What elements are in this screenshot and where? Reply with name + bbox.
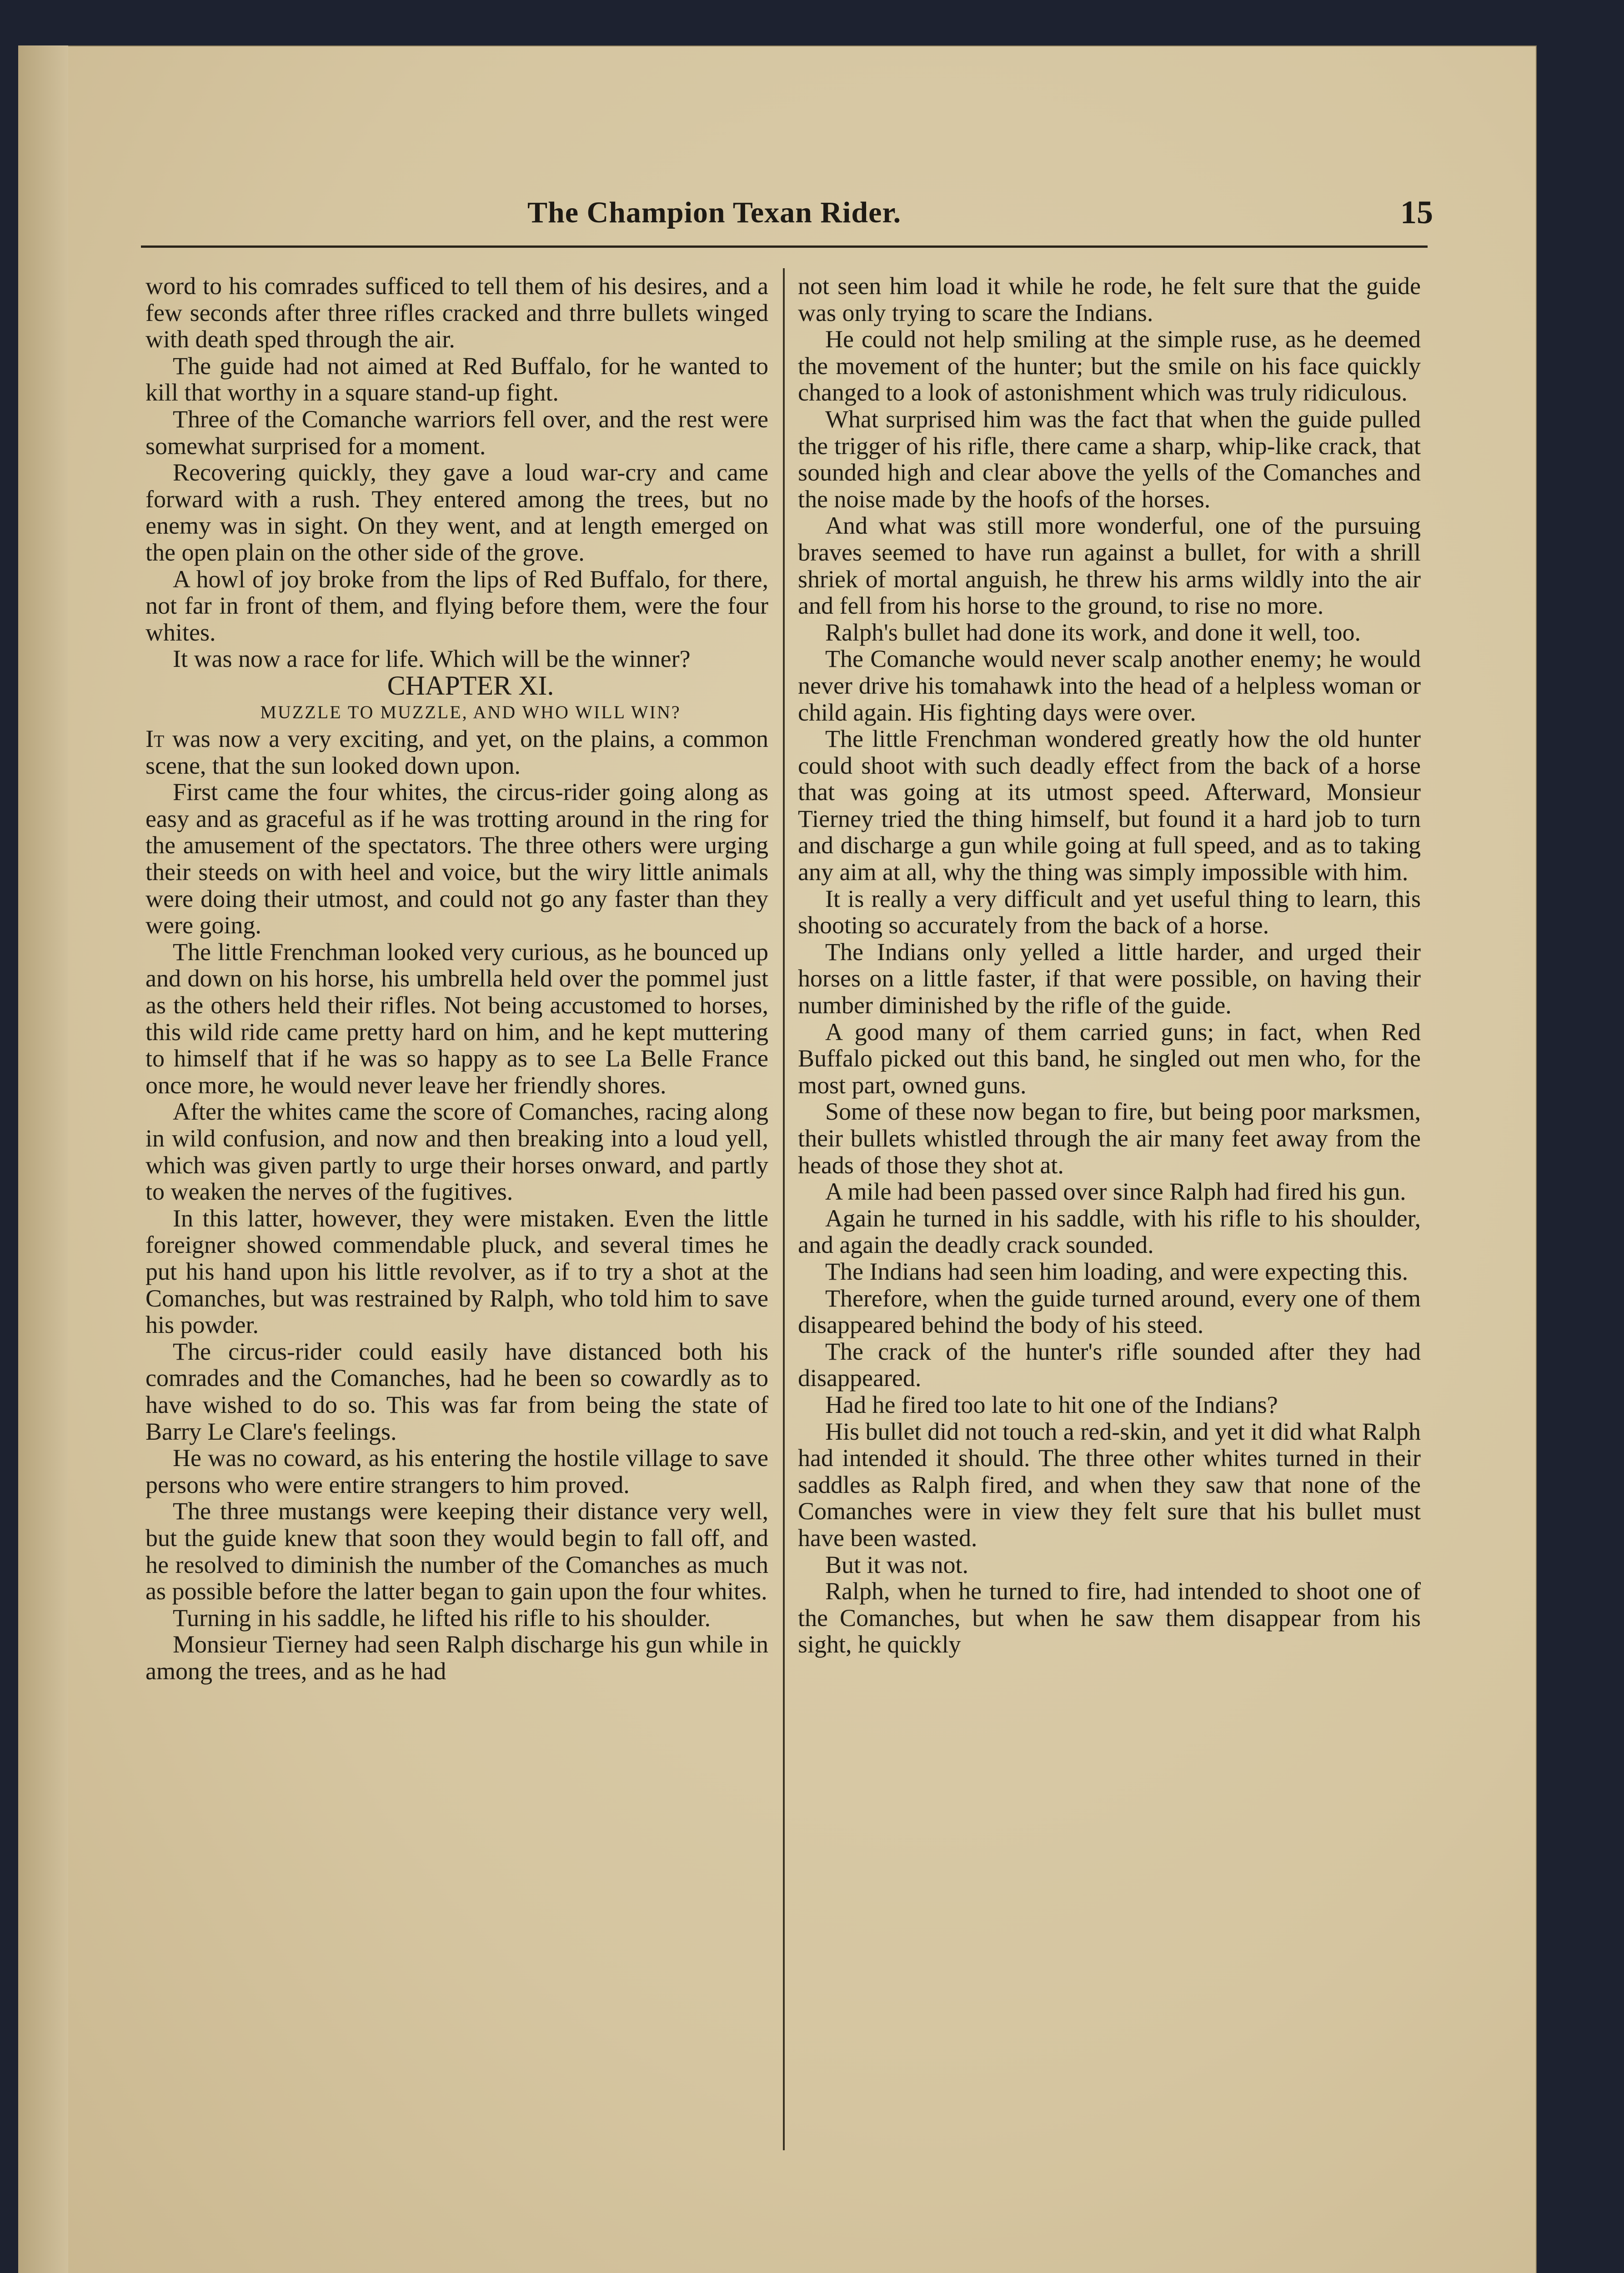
paragraph: A good many of them carried guns; in fact, when Red Buffalo picked out this band, he singled out men who, for the most part, owned guns.	[798, 1018, 1421, 1099]
paragraph: not seen him load it while he rode, he felt sure that the guide was only trying to scare the Indians.	[798, 272, 1421, 326]
header-rule	[141, 245, 1428, 248]
first-paragraph-text: was now a very exciting, and yet, on the plains, a common scene, that the sun looked down upon.	[145, 725, 768, 779]
chapter-first-paragraph	[145, 726, 768, 779]
paragraph: The guide had not aimed at Red Buffalo, for he wanted to kill that worthy in a square stand-up fight.	[145, 352, 768, 406]
paragraph: A mile had been passed over since Ralph had fired his gun.	[825, 1178, 1406, 1206]
paragraph: Had he fired too late to hit one of the Indians?	[825, 1391, 1278, 1418]
paragraph: Therefore, when the guide turned around, every one of them disappeared behind the body of his steed.	[798, 1284, 1421, 1339]
page-number: 15	[1400, 194, 1433, 230]
paragraph: A howl of joy broke from the lips of Red Buffalo, for there, not far in front of them, and flying before them, were the four whites.	[145, 565, 768, 646]
paragraph: The Comanche would never scalp another enemy; he would never drive his tomahawk into the head of a helpless woman or child again. His fighting days were over.	[798, 645, 1421, 726]
paragraph: word to his comrades sufficed to tell them of his desires, and a few seconds after three rifles cracked and thrre bullets winged with death sped through the air.	[145, 272, 768, 353]
right-paragraphs	[798, 273, 1421, 1658]
paragraph: The circus-rider could easily have distanced both his comrades and the Comanches, had he been so cowardly as to have wished to do so. This was far from being the state of Barry Le Clare's feelings.	[145, 1337, 768, 1445]
right-column	[798, 273, 1421, 1658]
paragraph: What surprised him was the fact that when the guide pulled the trigger of his rifle, there came a sharp, whip-like crack, that sounded high and clear above the yells of the Comanches and the noise made by the hoofs of the horses.	[798, 405, 1421, 513]
paragraph: He could not help smiling at the simple ruse, as he deemed the movement of the hunter; but the smile on his face quickly changed to a look of astonishment which was truly ridiculous.	[798, 325, 1421, 406]
paragraph: Monsieur Tierney had seen Ralph discharge his gun while in among the trees, and as he had	[145, 1631, 768, 1685]
paragraph: In this latter, however, they were mistaken. Even the little foreigner showed commendable pluck, and several times he put his hand upon his little revolver, as if to try a shot at the Comanches, but was restrained by Ralph, who told him to save his powder.	[145, 1204, 768, 1339]
paragraph: He was no coward, as his entering the hostile village to save persons who were entire strangers to him proved.	[145, 1444, 768, 1498]
left-paragraphs-before	[145, 273, 768, 672]
paragraph: Ralph, when he turned to fire, had intended to shoot one of the Comanches, but when he saw them disappear from his sight, he quickly	[798, 1577, 1421, 1658]
running-head: The Champion Texan Rider.	[527, 196, 902, 229]
paragraph: First came the four whites, the circus-rider going along as easy and as graceful as if he was trotting around in the ring for the amusement of the spectators. The three others were urging their steeds on with heel and voice, but the wiry little animals were doing their utmost, and could not go any faster than they were going.	[145, 778, 768, 939]
paragraph: Ralph's bullet had done its work, and done it well, too.	[825, 618, 1361, 646]
column-rule	[783, 268, 785, 2150]
paragraph: Turning in his saddle, he lifted his rifle to his shoulder.	[173, 1604, 711, 1632]
paragraph: But it was not.	[825, 1551, 969, 1578]
first-word: It	[145, 725, 165, 753]
paragraph: The Indians only yelled a little harder, and urged their horses on a little faster, if that were possible, on having their number diminished by the rifle of the guide.	[798, 938, 1421, 1019]
left-paragraphs-after	[145, 779, 768, 1684]
paragraph: His bullet did not touch a red-skin, and yet it did what Ralph had intended it should. The three other whites turned in their saddles as Ralph fired, and when they saw that none of the Comanches were in view they felt sure that his bullet must have been wasted.	[798, 1417, 1421, 1552]
paragraph: The crack of the hunter's rifle sounded after they had disappeared.	[798, 1337, 1421, 1392]
paragraph: And what was still more wonderful, one of the pursuing braves seemed to have run against a bullet, for with a shrill shriek of mortal anguish, he threw his arms wildly into the air and fell from his horse to the ground, to rise no more.	[798, 512, 1421, 620]
paragraph: It is really a very difficult and yet useful thing to learn, this shooting so accurately from the back of a horse.	[798, 885, 1421, 939]
paragraph: Three of the Comanche warriors fell over, and the rest were somewhat surprised for a moment.	[145, 405, 768, 460]
paragraph: Recovering quickly, they gave a loud war-cry and came forward with a rush. They entered among the trees, but no enemy was in sight. On they went, and at length emerged on the open plain on the other side of the grove.	[145, 459, 768, 566]
left-column	[145, 273, 768, 1684]
paragraph: The little Frenchman wondered greatly how the old hunter could shoot with such deadly effect from the back of a horse that was going at its utmost speed. Afterward, Monsieur Tierney tried the thing himself, but found it a hard job to turn and discharge a gun while going at full speed, and as to taking any aim at all, why the thing was simply impossible with him.	[798, 725, 1421, 886]
paragraph: The three mustangs were keeping their distance very well, but the guide knew that soon they would begin to fall off, and he resolved to diminish the number of the Comanches as much as possible before the latter began to gain upon the four whites.	[145, 1497, 768, 1605]
page-gutter	[18, 45, 68, 2273]
paragraph: The Indians had seen him loading, and were expecting this.	[825, 1257, 1408, 1285]
paragraph: After the whites came the score of Comanches, racing along in wild confusion, and now and then breaking into a loud yell, which was given partly to urge their horses onward, and partly to weaken the nerves of the fugitives.	[145, 1098, 768, 1206]
chapter-subtitle: MUZZLE TO MUZZLE, AND WHO WILL WIN?	[260, 701, 681, 722]
paragraph: Some of these now began to fire, but being poor marksmen, their bullets whistled through the air many feet away from the heads of those they shot at.	[798, 1098, 1421, 1179]
paragraph: Again he turned in his saddle, with his rifle to his shoulder, and again the deadly crack sounded.	[798, 1204, 1421, 1259]
chapter-title: CHAPTER XI.	[387, 670, 554, 701]
paragraph: The little Frenchman looked very curious, as he bounced up and down on his horse, his umbrella held over the pommel just as the others held their rifles. Not being accustomed to horses, this wild ride came pretty hard on him, and he kept muttering to himself that if he was so happy as to see La Belle France once more, he would never leave her friendly shores.	[145, 938, 768, 1099]
paragraph: It was now a race for life. Which will be the winner?	[173, 645, 691, 673]
